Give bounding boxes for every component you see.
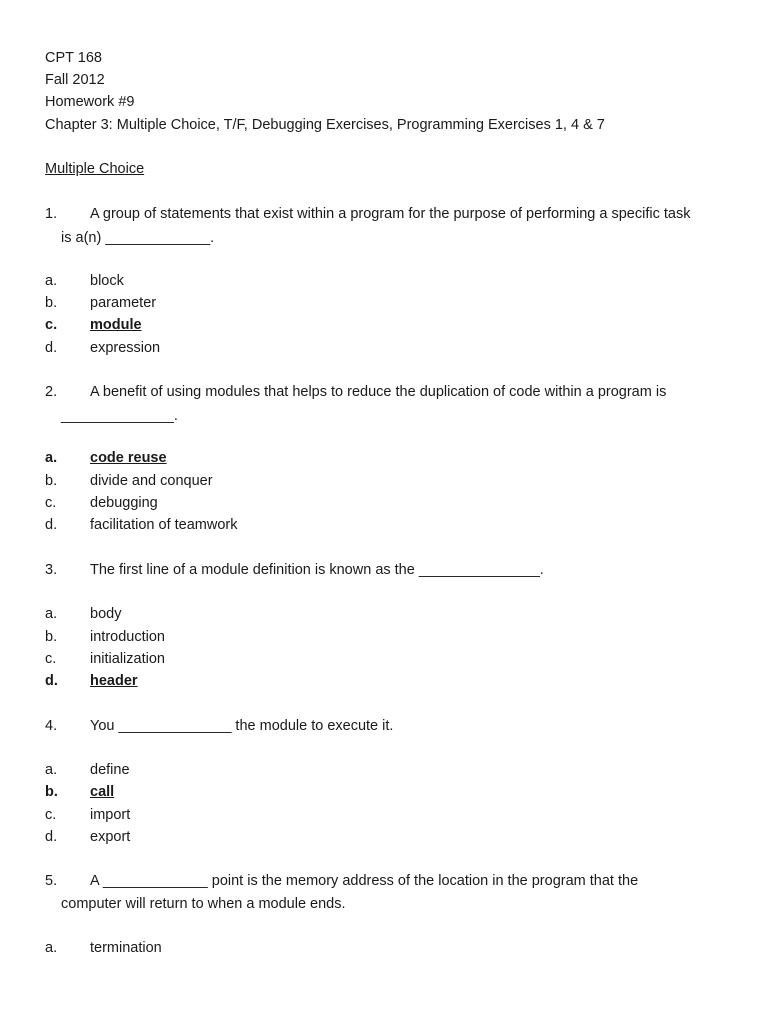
correct-option-text: call (90, 784, 115, 800)
option-letter: a. (45, 762, 58, 778)
option-text: import (90, 807, 131, 823)
question-number: 4. (45, 718, 58, 734)
option-text: expression (90, 340, 161, 356)
option-letter: a. (45, 940, 58, 956)
correct-option-text: header (90, 673, 138, 689)
option-letter: a. (45, 606, 58, 622)
question-number: 2. (45, 384, 58, 400)
question-text: You ______________ the module to execute it. (90, 718, 394, 734)
option-text: debugging (90, 495, 158, 511)
question-text: A _____________ point is the memory address of the location in the program that the (90, 873, 639, 889)
question-text: A benefit of using modules that helps to reduce the duplication of code within a program is (90, 384, 667, 400)
option-letter: b. (45, 629, 58, 645)
option-letter: c. (45, 495, 57, 511)
option-text: termination (90, 940, 162, 956)
question-number: 3. (45, 562, 58, 578)
correct-option-letter: c. (45, 317, 58, 333)
term: Fall 2012 (45, 72, 105, 88)
correct-option-letter: d. (45, 673, 58, 689)
option-text: body (90, 606, 122, 622)
correct-option-text: code reuse (90, 450, 167, 466)
option-text: facilitation of teamwork (90, 517, 238, 533)
option-text: divide and conquer (90, 473, 213, 489)
question-number: 1. (45, 206, 58, 222)
option-letter: c. (45, 807, 57, 823)
correct-option-letter: b. (45, 784, 58, 800)
option-text: define (90, 762, 130, 778)
option-text: parameter (90, 295, 157, 311)
assignment-title: Homework #9 (45, 94, 135, 110)
option-letter: b. (45, 473, 58, 489)
correct-option-letter: a. (45, 450, 58, 466)
option-letter: b. (45, 295, 58, 311)
correct-option-text: module (90, 317, 142, 333)
question-text-continued: is a(n) _____________. (61, 230, 215, 246)
question-text: The first line of a module definition is known as the _______________. (90, 562, 544, 578)
course-code: CPT 168 (45, 50, 102, 66)
option-letter: d. (45, 517, 58, 533)
option-text: block (90, 273, 124, 289)
option-letter: c. (45, 651, 57, 667)
question-text: A group of statements that exist within a program for the purpose of performing a specific task (90, 206, 691, 222)
section-title: Multiple Choice (45, 161, 145, 177)
chapter-line: Chapter 3: Multiple Choice, T/F, Debugging Exercises, Programming Exercises 1, 4 & 7 (45, 117, 605, 133)
option-letter: a. (45, 273, 58, 289)
option-text: initialization (90, 651, 165, 667)
option-letter: d. (45, 340, 58, 356)
question-text-continued: computer will return to when a module ends. (61, 896, 346, 912)
question-number: 5. (45, 873, 58, 889)
option-text: introduction (90, 629, 165, 645)
question-text-continued: ______________. (61, 408, 178, 424)
option-text: export (90, 829, 131, 845)
option-letter: d. (45, 829, 58, 845)
